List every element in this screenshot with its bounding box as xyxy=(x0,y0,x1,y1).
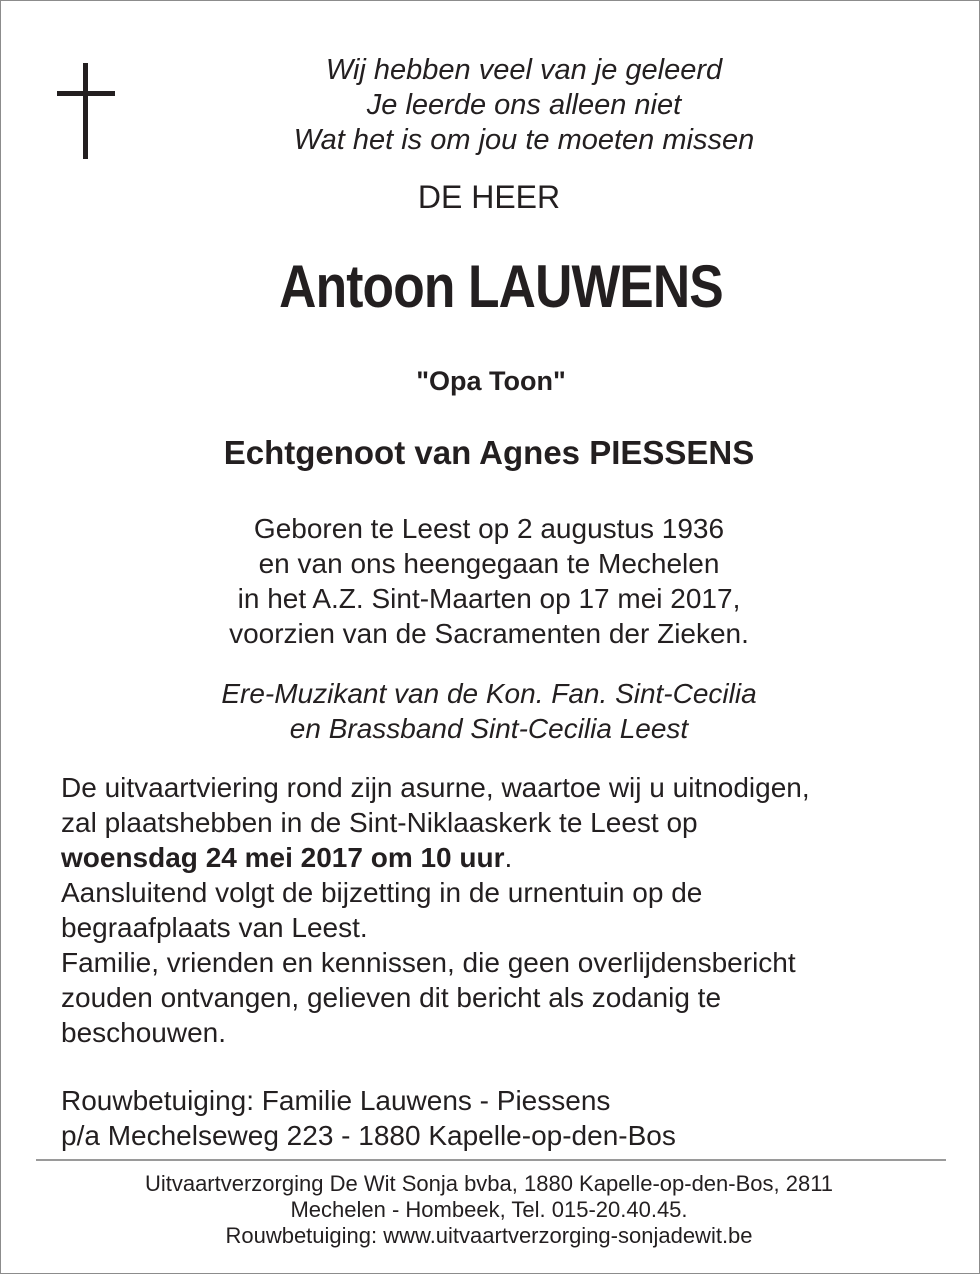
birth-death-details xyxy=(1,511,977,651)
detail-line: en van ons heengegaan te Mechelen xyxy=(258,548,720,579)
service-line: Familie, vrienden en kennissen, die geen overlijdensbericht xyxy=(61,947,796,978)
footer-website: Rouwbetuiging: www.uitvaartverzorging-sonjadewit.be xyxy=(225,1223,753,1248)
footer-divider xyxy=(36,1159,946,1161)
honorary-memberships xyxy=(1,676,977,746)
nickname: "Opa Toon" xyxy=(416,366,566,396)
poem-line: Je leerde ons alleen niet xyxy=(366,89,682,121)
footer-line: Uitvaartverzorging De Wit Sonja bvba, 1880 Kapelle-op-den-Bos, 2811 xyxy=(144,1171,834,1196)
memorial-poem xyxy=(61,53,980,158)
condolence-address xyxy=(61,1083,961,1153)
condolence-line: Rouwbetuiging: Familie Lauwens - Piessens xyxy=(61,1085,611,1116)
deceased-name: Antoon LAUWENS xyxy=(279,253,723,320)
poem-line: Wat het is om jou te moeten missen xyxy=(293,124,755,156)
service-line: zouden ontvangen, gelieven dit bericht als zodanig te xyxy=(61,982,722,1013)
service-line: begraafplaats van Leest. xyxy=(61,912,368,943)
honorific-title: DE HEER xyxy=(417,179,561,215)
service-line: Aansluitend volgt de bijzetting in de urnentuin op de xyxy=(61,877,703,908)
service-line: De uitvaartviering rond zijn asurne, waartoe wij u uitnodigen, xyxy=(61,772,810,803)
detail-line: in het A.Z. Sint-Maarten op 17 mei 2017, xyxy=(237,583,741,614)
service-date-suffix: . xyxy=(504,842,513,873)
detail-line: Geboren te Leest op 2 augustus 1936 xyxy=(253,513,725,544)
poem-line: Wij hebben veel van je geleerd xyxy=(325,54,723,86)
funeral-director-footer xyxy=(1,1171,977,1249)
honor-line: Ere-Muzikant van de Kon. Fan. Sint-Cecilia xyxy=(221,678,757,709)
spouse-line: Echtgenoot van Agnes PIESSENS xyxy=(223,434,755,471)
honor-line: en Brassband Sint-Cecilia Leest xyxy=(289,713,689,744)
service-date-line xyxy=(61,840,961,875)
service-line: beschouwen. xyxy=(61,1017,227,1048)
service-date: woensdag 24 mei 2017 om 10 uur xyxy=(61,842,505,873)
condolence-line: p/a Mechelseweg 223 - 1880 Kapelle-op-den-Bos xyxy=(61,1120,676,1151)
detail-line: voorzien van de Sacramenten der Zieken. xyxy=(229,618,749,649)
service-announcement xyxy=(61,770,961,1050)
footer-line: Mechelen - Hombeek, Tel. 015-20.40.45. xyxy=(290,1197,688,1222)
service-line: zal plaatshebben in de Sint-Niklaaskerk te Leest op xyxy=(61,807,698,838)
